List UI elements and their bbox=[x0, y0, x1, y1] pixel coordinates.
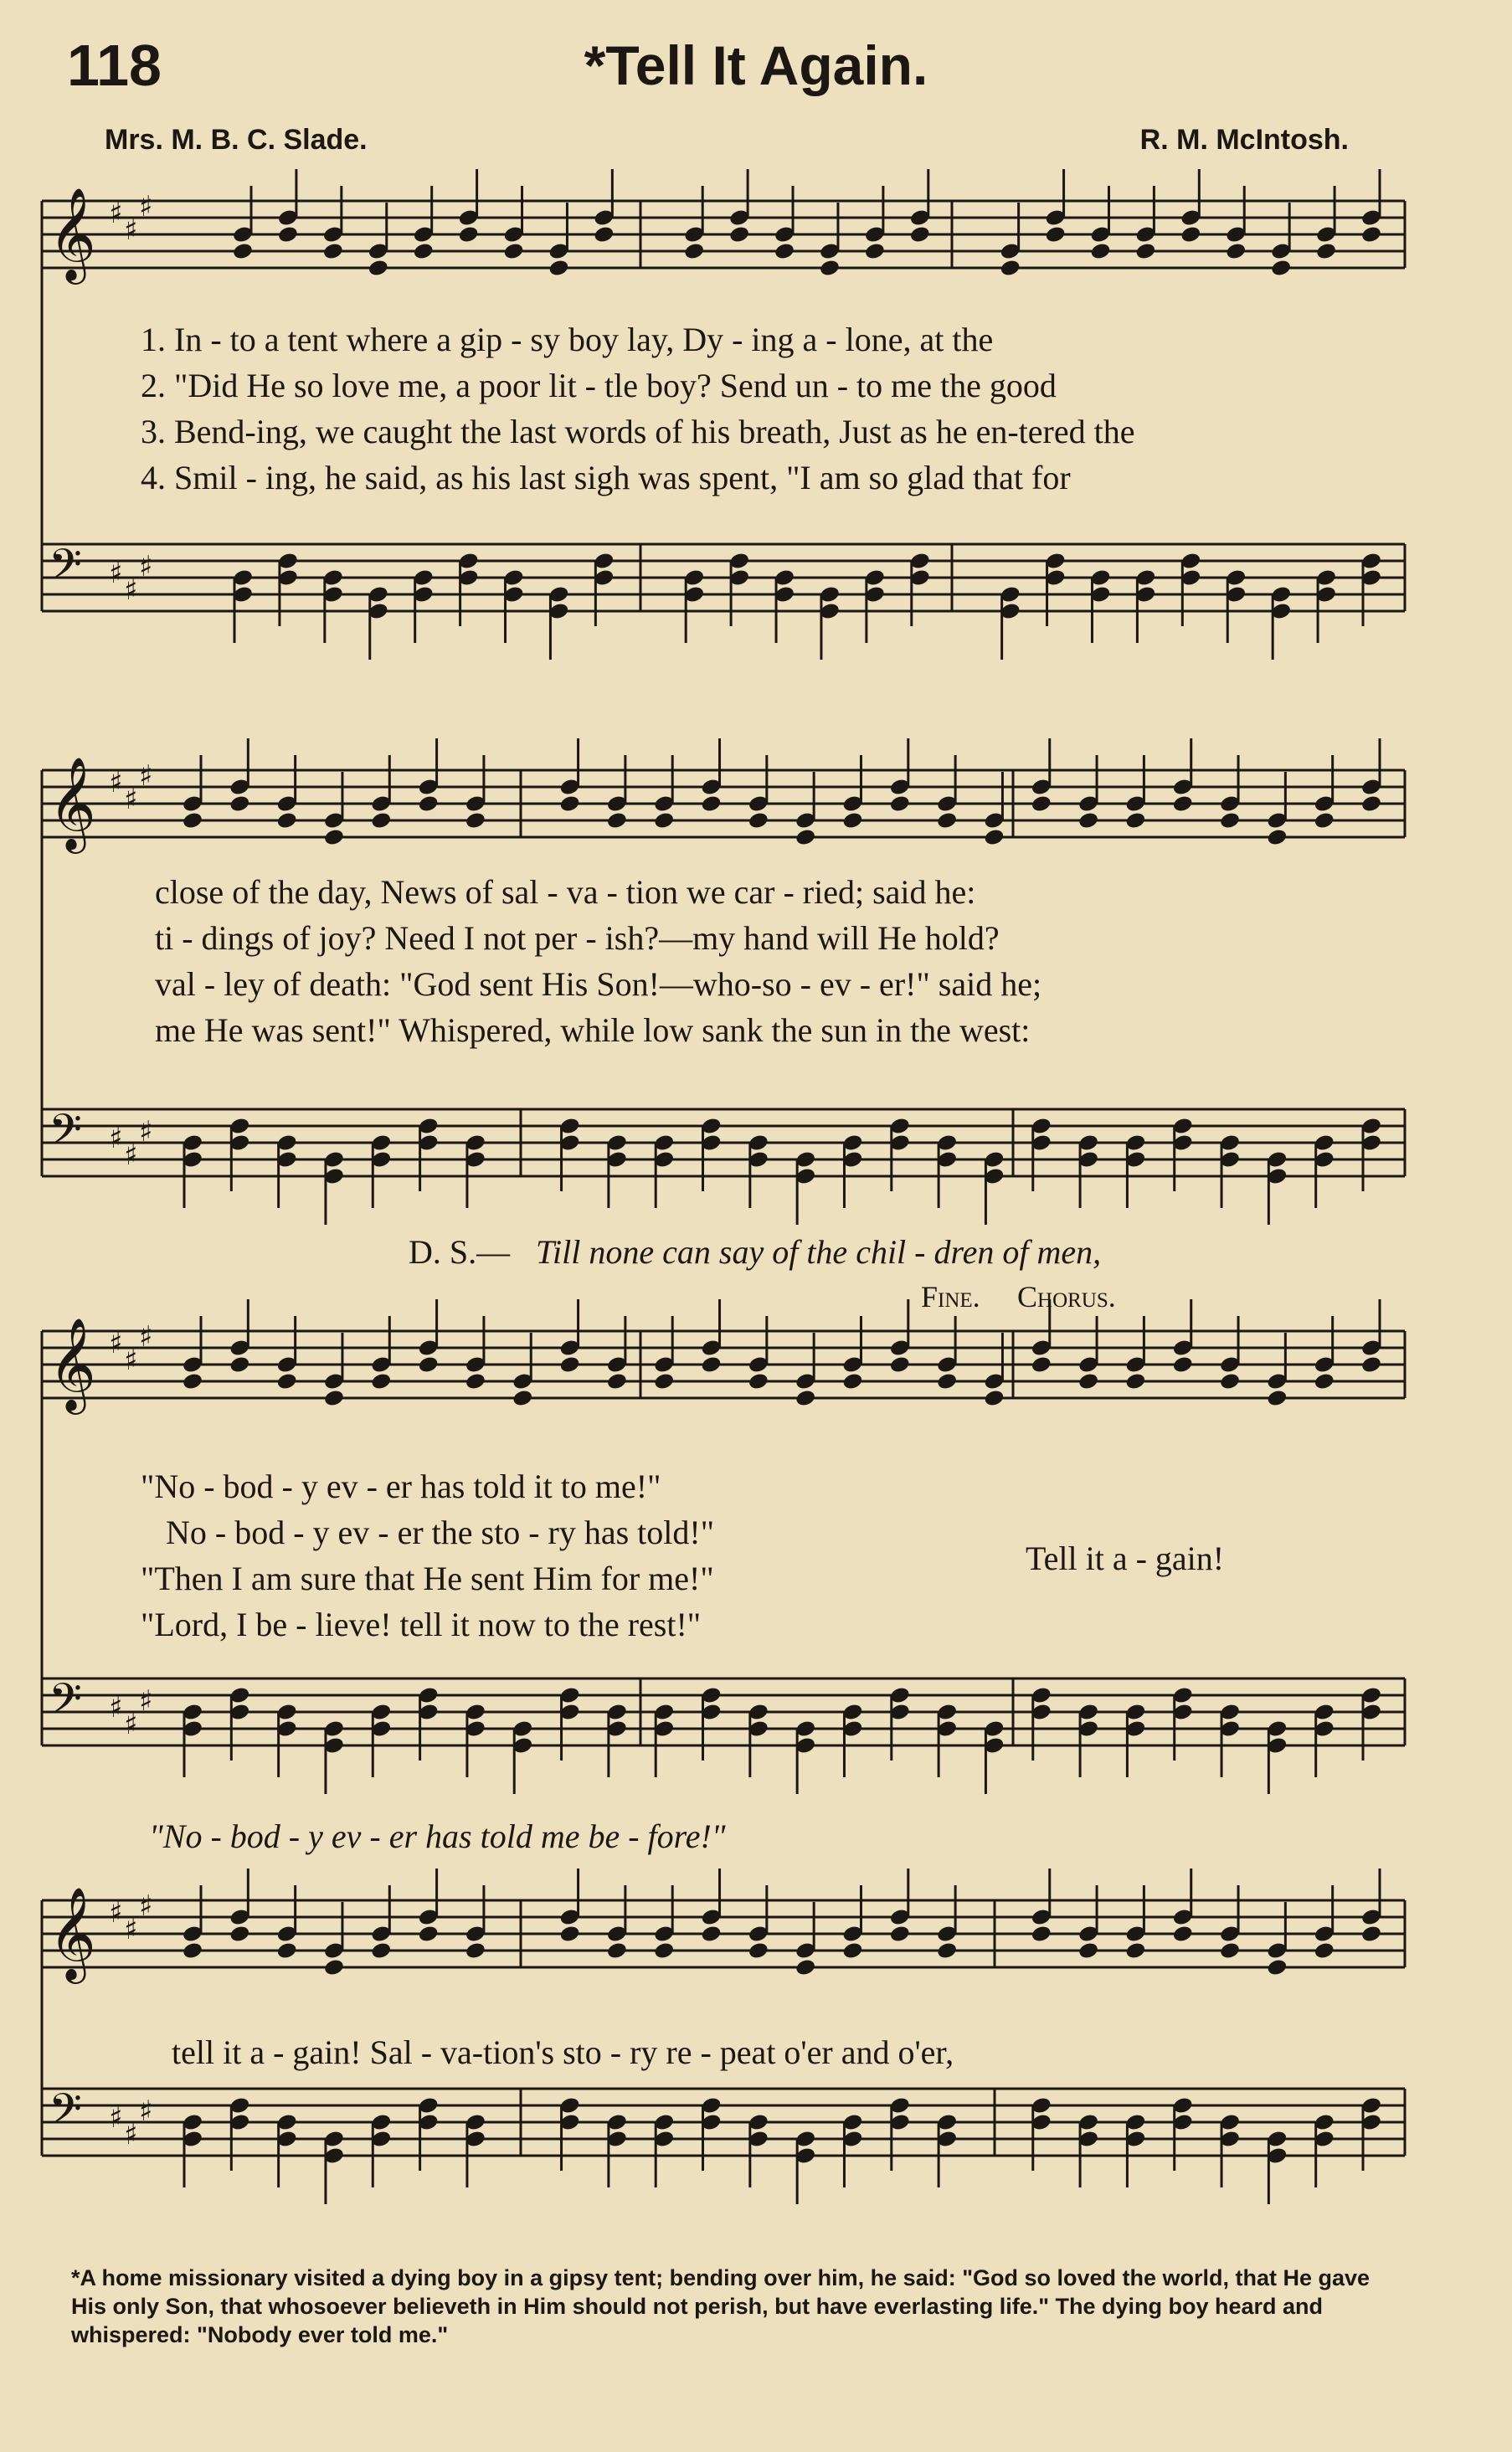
sharp-sign: ♯ bbox=[109, 2101, 123, 2135]
note-head bbox=[606, 811, 628, 830]
note-head bbox=[276, 1941, 298, 1961]
chorus-lyric-line: tell it a - gain! Sal - va-tion's sto - ry re - peat o'er and o'er, bbox=[172, 2033, 954, 2071]
sharp-sign: ♯ bbox=[139, 759, 153, 793]
note-head bbox=[1360, 1355, 1382, 1375]
sharp-sign: ♯ bbox=[124, 2118, 138, 2151]
note-head bbox=[370, 811, 392, 830]
note-head bbox=[1172, 1355, 1194, 1375]
fine-marking: Fine. bbox=[921, 1280, 980, 1313]
note-head bbox=[465, 811, 486, 830]
bass-clef: 𝄢 bbox=[49, 1104, 82, 1165]
note-head bbox=[1077, 811, 1099, 830]
note-head bbox=[1180, 225, 1201, 244]
verse-3-line-1: 3. Bend-ing, we caught the last words of his breath, Just as he en-tered the bbox=[141, 413, 1135, 450]
note-head bbox=[182, 1941, 203, 1961]
note-head bbox=[418, 1355, 440, 1375]
note-head bbox=[1360, 225, 1382, 244]
note-head bbox=[983, 1389, 1005, 1408]
note-head bbox=[418, 1925, 440, 1944]
note-head bbox=[700, 1925, 722, 1944]
note-head bbox=[277, 225, 299, 244]
lyricist-credit: Mrs. M. B. C. Slade. bbox=[105, 124, 368, 156]
sharp-sign: ♯ bbox=[124, 213, 138, 247]
note-head bbox=[841, 811, 863, 830]
treble-clef: 𝄞 bbox=[49, 1886, 96, 1980]
note-head bbox=[465, 1941, 486, 1961]
composer-credit: R. M. McIntosh. bbox=[1139, 124, 1349, 156]
note-head bbox=[1266, 828, 1288, 847]
bass-chorus-lyric: "No - bod - y ev - er has told me be - fore!" bbox=[149, 1817, 726, 1855]
note-head bbox=[368, 259, 389, 278]
note-head bbox=[1031, 794, 1052, 814]
note-head bbox=[1219, 811, 1241, 830]
note-head bbox=[323, 1958, 345, 1977]
sharp-sign: ♯ bbox=[139, 1889, 153, 1923]
note-head bbox=[558, 1355, 580, 1375]
sharp-sign: ♯ bbox=[124, 783, 138, 816]
note-head bbox=[936, 1372, 958, 1391]
note-head bbox=[1124, 811, 1146, 830]
bass-clef: 𝄢 bbox=[49, 2084, 82, 2145]
note-head bbox=[748, 1941, 769, 1961]
note-head bbox=[232, 242, 254, 261]
note-head bbox=[276, 811, 298, 830]
note-head bbox=[229, 794, 250, 814]
verse-3-line-2: val - ley of death: "God sent His Son!—who-so - ev - er!" said he; bbox=[155, 965, 1042, 1003]
note-head bbox=[864, 242, 886, 261]
treble-clef: 𝄞 bbox=[49, 187, 96, 280]
sharp-sign: ♯ bbox=[124, 1139, 138, 1172]
note-head bbox=[889, 794, 911, 814]
footnote: *A home missionary visited a dying boy in a gipsy tent; bending over him, he said: "God so loved the world, that He gave His only Son, that whosoever believeth in Him should not perish, but have everlasting life." The dying boy heard and whispered: "Nobody ever told me." bbox=[71, 2265, 1371, 2347]
sharp-sign: ♯ bbox=[124, 1708, 138, 1741]
note-head bbox=[182, 811, 203, 830]
note-head bbox=[774, 242, 795, 261]
note-head bbox=[1031, 1355, 1052, 1375]
note-head bbox=[841, 1372, 863, 1391]
note-head bbox=[1360, 1925, 1382, 1944]
note-head bbox=[936, 811, 958, 830]
note-head bbox=[1270, 259, 1292, 278]
note-head bbox=[1000, 259, 1021, 278]
sharp-sign: ♯ bbox=[109, 766, 123, 799]
note-head bbox=[1044, 225, 1066, 244]
sharp-sign: ♯ bbox=[124, 1913, 138, 1946]
note-head bbox=[606, 1941, 628, 1961]
verse-1-line-1: 1. In - to a tent where a gip - sy boy lay, Dy - ing a - lone, at the bbox=[141, 321, 994, 358]
verse-3-line-3: "Then I am sure that He sent Him for me!" bbox=[141, 1560, 714, 1597]
note-head bbox=[1219, 1941, 1241, 1961]
note-head bbox=[1134, 242, 1156, 261]
bass-clef: 𝄢 bbox=[49, 1673, 82, 1735]
note-head bbox=[1219, 1372, 1241, 1391]
note-head bbox=[889, 1355, 911, 1375]
note-head bbox=[548, 259, 569, 278]
note-head bbox=[795, 1958, 816, 1977]
sharp-sign: ♯ bbox=[109, 197, 123, 230]
sharp-sign: ♯ bbox=[139, 1684, 153, 1718]
sharp-sign: ♯ bbox=[109, 1691, 123, 1725]
note-head bbox=[795, 828, 816, 847]
note-head bbox=[558, 794, 580, 814]
note-head bbox=[606, 1372, 628, 1391]
note-head bbox=[229, 1355, 250, 1375]
note-head bbox=[413, 242, 435, 261]
verse-2-line-2: ti - dings of joy? Need I not per - ish?—my hand will He hold? bbox=[155, 919, 1000, 957]
ds-lyric: Till none can say of the chil - dren of men, bbox=[536, 1233, 1102, 1271]
note-head bbox=[728, 225, 750, 244]
note-head bbox=[370, 1372, 392, 1391]
verse-2-line-3: No - bod - y ev - er the sto - ry has told!" bbox=[166, 1514, 715, 1551]
note-head bbox=[1077, 1941, 1099, 1961]
verse-2-line-1: 2. "Did He so love me, a poor lit - tle boy? Send un - to me the good bbox=[141, 367, 1057, 404]
sharp-sign: ♯ bbox=[139, 2095, 153, 2128]
verse-4-line-1: 4. Smil - ing, he said, as his last sigh was spent, "I am so glad that for bbox=[141, 459, 1071, 496]
note-head bbox=[936, 1941, 958, 1961]
note-head bbox=[748, 1372, 769, 1391]
treble-clef: 𝄞 bbox=[49, 756, 96, 850]
sharp-sign: ♯ bbox=[124, 573, 138, 607]
note-head bbox=[322, 242, 344, 261]
sharp-sign: ♯ bbox=[124, 1344, 138, 1377]
note-head bbox=[1360, 794, 1382, 814]
note-head bbox=[1315, 242, 1337, 261]
verse-4-line-2: me He was sent!" Whispered, while low sank the sun in the west: bbox=[155, 1011, 1031, 1049]
note-head bbox=[909, 225, 931, 244]
note-head bbox=[748, 811, 769, 830]
note-head bbox=[1031, 1925, 1052, 1944]
note-head bbox=[819, 259, 841, 278]
sharp-sign: ♯ bbox=[109, 1122, 123, 1155]
hymn-title: *Tell It Again. bbox=[584, 34, 928, 96]
note-head bbox=[1172, 794, 1194, 814]
note-head bbox=[841, 1941, 863, 1961]
note-head bbox=[558, 1925, 580, 1944]
note-head bbox=[653, 1941, 675, 1961]
note-head bbox=[465, 1372, 486, 1391]
note-head bbox=[1089, 242, 1111, 261]
note-head bbox=[1314, 811, 1335, 830]
note-head bbox=[700, 1355, 722, 1375]
note-head bbox=[1077, 1372, 1099, 1391]
chorus-marking: Chorus. bbox=[1017, 1280, 1116, 1313]
verse-1-line-3: "No - bod - y ev - er has told it to me!" bbox=[141, 1468, 661, 1505]
note-head bbox=[182, 1372, 203, 1391]
note-head bbox=[229, 1925, 250, 1944]
note-head bbox=[1314, 1941, 1335, 1961]
note-head bbox=[593, 225, 615, 244]
note-head bbox=[512, 1389, 533, 1408]
note-head bbox=[1124, 1372, 1146, 1391]
verse-1-line-2: close of the day, News of sal - va - tion we car - ried; said he: bbox=[155, 873, 976, 911]
note-head bbox=[370, 1941, 392, 1961]
note-head bbox=[323, 828, 345, 847]
note-head bbox=[653, 811, 675, 830]
ds-marking: D. S.— bbox=[409, 1233, 511, 1271]
note-head bbox=[1266, 1958, 1288, 1977]
bass-clef: 𝄢 bbox=[49, 539, 82, 600]
note-head bbox=[276, 1372, 298, 1391]
note-head bbox=[1172, 1925, 1194, 1944]
note-head bbox=[795, 1389, 816, 1408]
sharp-sign: ♯ bbox=[139, 190, 153, 224]
sharp-sign: ♯ bbox=[109, 557, 123, 590]
note-head bbox=[418, 794, 440, 814]
treble-clef: 𝄞 bbox=[49, 1317, 96, 1411]
note-head bbox=[983, 828, 1005, 847]
sharp-sign: ♯ bbox=[109, 1327, 123, 1360]
sharp-sign: ♯ bbox=[139, 550, 153, 583]
note-head bbox=[1225, 242, 1247, 261]
note-head bbox=[1124, 1941, 1146, 1961]
sharp-sign: ♯ bbox=[109, 1896, 123, 1930]
note-head bbox=[502, 242, 524, 261]
note-head bbox=[1266, 1389, 1288, 1408]
verse-4-line-3: "Lord, I be - lieve! tell it now to the rest!" bbox=[141, 1606, 702, 1643]
sharp-sign: ♯ bbox=[139, 1115, 153, 1149]
note-head bbox=[1314, 1372, 1335, 1391]
sharp-sign: ♯ bbox=[139, 1320, 153, 1354]
note-head bbox=[889, 1925, 911, 1944]
note-head bbox=[653, 1372, 675, 1391]
note-head bbox=[323, 1389, 345, 1408]
note-head bbox=[683, 242, 705, 261]
hymn-number: 118 bbox=[67, 33, 162, 98]
chorus-refrain: Tell it a - gain! bbox=[1026, 1540, 1225, 1577]
note-head bbox=[458, 225, 480, 244]
note-head bbox=[700, 794, 722, 814]
